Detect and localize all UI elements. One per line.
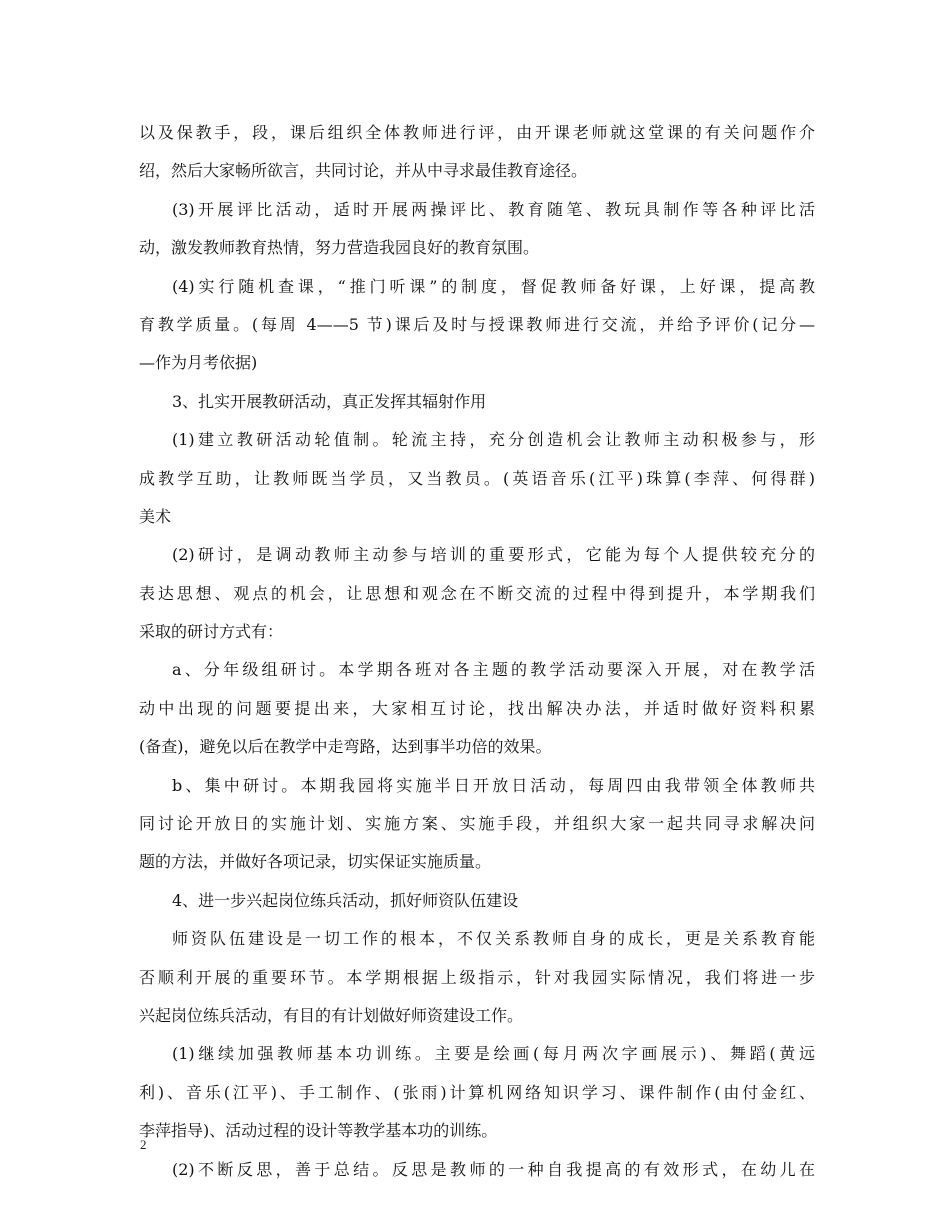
text-line: (备查)，避免以后在教学中走弯路，达到事半功倍的效果。	[139, 737, 552, 757]
text-line: 利)、音乐(江平)、手工制作、(张雨)计算机网络知识学习、课件制作(由付金红、	[139, 1082, 815, 1102]
text-line: (4)实行随机查课，“推门听课”的制度，督促教师备好课，上好课，提高教	[172, 276, 815, 296]
text-line: 成教学互助，让教师既当学员，又当教员。(英语音乐(江平)珠算(李萍、何得群)	[139, 468, 815, 488]
text-line: 李萍指导)、活动过程的设计等教学基本功的训练。	[139, 1121, 498, 1141]
text-line: 以及保教手，段，课后组织全体教师进行评，由开课老师就这堂课的有关问题作介	[139, 123, 815, 142]
page-number: 2	[140, 1137, 147, 1152]
text-line: 题的方法，并做好各项记录，切实保证实施质量。	[139, 852, 492, 872]
text-line: 采取的研讨方式有：	[139, 622, 284, 642]
text-line: (3)开展评比活动，适时开展两操评比、教育随笔、教玩具制作等各种评比活	[172, 199, 815, 219]
text-line: b、集中研讨。本期我园将实施半日开放日活动，每周四由我带领全体教师共	[172, 775, 815, 795]
text-line: 4、进一步兴起岗位练兵活动，抓好师资队伍建设	[172, 890, 519, 910]
text-line: 育教学质量。(每周 4——5 节)课后及时与授课教师进行交流，并给予评价(记分—	[139, 314, 815, 334]
text-line: (1)继续加强教师基本功训练。主要是绘画(每月两次字画展示)、舞蹈(黄远	[172, 1044, 815, 1064]
text-line: 同讨论开放日的实施计划、实施方案、实施手段，并组织大家一起共同寻求解决问	[139, 814, 815, 834]
document-body	[139, 114, 815, 1189]
text-line: 美术	[139, 506, 172, 526]
text-line: (1)建立教研活动轮值制。轮流主持，充分创造机会让教师主动积极参与，形	[172, 430, 815, 450]
text-line: (2)研讨，是调动教师主动参与培训的重要形式，它能为每个人提供较充分的	[172, 545, 815, 565]
text-line: (2)不断反思，善于总结。反思是教师的一种自我提高的有效形式，在幼儿在	[172, 1159, 815, 1179]
text-line: 师资队伍建设是一切工作的根本，不仅关系教师自身的成长，更是关系教育能	[172, 929, 815, 949]
text-line: —作为月考依据)	[139, 353, 258, 373]
text-line: a、分年级组研讨。本学期各班对各主题的教学活动要深入开展，对在教学活	[172, 660, 815, 680]
text-line: 动，激发教师教育热情，努力营造我园良好的教育氛围。	[139, 238, 540, 258]
text-line: 3、扎实开展教研活动，真正发挥其辐射作用	[172, 391, 487, 411]
text-line: 否顺利开展的重要环节。本学期根据上级指示，针对我园实际情况，我们将进一步	[139, 967, 815, 987]
text-line: 动中出现的问题要提出来，大家相互讨论，找出解决办法，并适时做好资料积累	[139, 698, 815, 718]
text-line: 绍，然后大家畅所欲言，共同讨论，并从中寻求最佳教育途径。	[139, 161, 588, 181]
text-line: 表达思想、观点的机会，让思想和观念在不断交流的过程中得到提升，本学期我们	[139, 583, 815, 603]
text-line: 兴起岗位练兵活动，有目的有计划做好师资建设工作。	[139, 1005, 524, 1025]
